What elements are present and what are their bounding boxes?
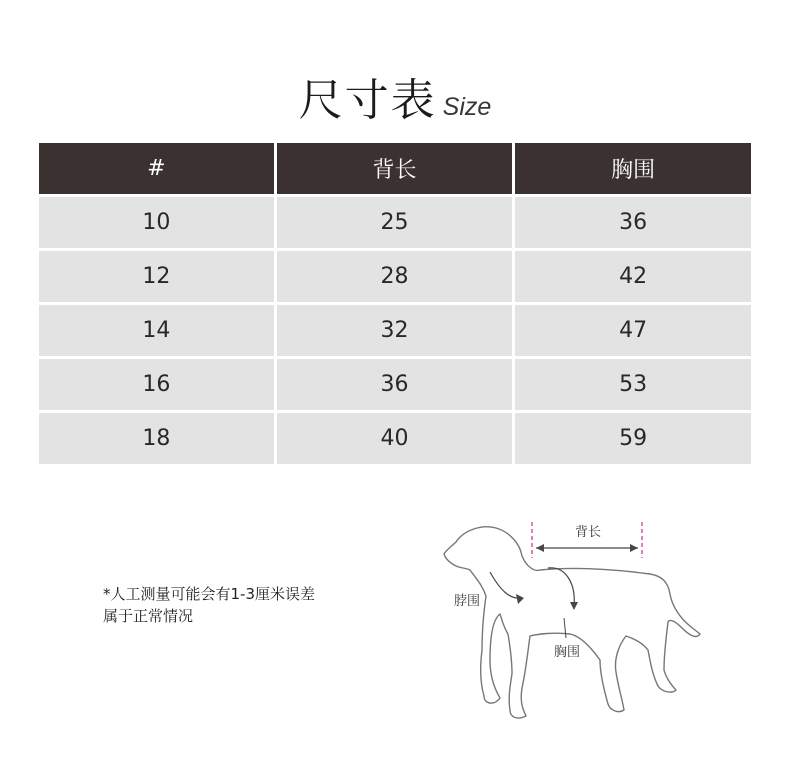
- table-header-row: [39, 143, 751, 194]
- table-row: [39, 251, 751, 302]
- note-line-2: 属于正常情况: [103, 607, 194, 625]
- column-header-back-length: 背长: [277, 143, 513, 194]
- measurement-note: [103, 583, 315, 627]
- back-length-label: 背长: [575, 525, 602, 540]
- column-header-chest: 胸围: [515, 143, 751, 194]
- note-line-1: *人工测量可能会有1-3厘米误差: [103, 585, 316, 603]
- table-cell-size: 18: [39, 413, 274, 464]
- title-main: 尺寸表: [298, 75, 437, 126]
- neck-label: 脖围: [454, 594, 481, 609]
- title-sub: Size: [442, 93, 492, 121]
- table-cell-size: 16: [39, 359, 274, 410]
- table-cell-back-length: 36: [277, 359, 513, 410]
- size-table: [36, 140, 754, 467]
- table-cell-chest: 59: [515, 413, 751, 464]
- table-row: [39, 305, 751, 356]
- dog-measurement-diagram: [430, 510, 720, 730]
- dog-outline-icon: [444, 527, 700, 718]
- table-cell-size: 14: [39, 305, 274, 356]
- chest-label: 胸围: [554, 645, 581, 660]
- table-cell-back-length: 28: [277, 251, 513, 302]
- table-cell-chest: 36: [515, 197, 751, 248]
- table-row: [39, 359, 751, 410]
- table-cell-chest: 42: [515, 251, 751, 302]
- table-cell-size: 10: [39, 197, 274, 248]
- table-cell-chest: 53: [515, 359, 751, 410]
- column-header-size: #: [39, 143, 274, 194]
- table-cell-back-length: 32: [277, 305, 513, 356]
- table-row: [39, 413, 751, 464]
- page-title: [0, 64, 790, 128]
- table-row: [39, 197, 751, 248]
- table-cell-back-length: 40: [277, 413, 513, 464]
- table-cell-size: 12: [39, 251, 274, 302]
- table-cell-back-length: 25: [277, 197, 513, 248]
- table-cell-chest: 47: [515, 305, 751, 356]
